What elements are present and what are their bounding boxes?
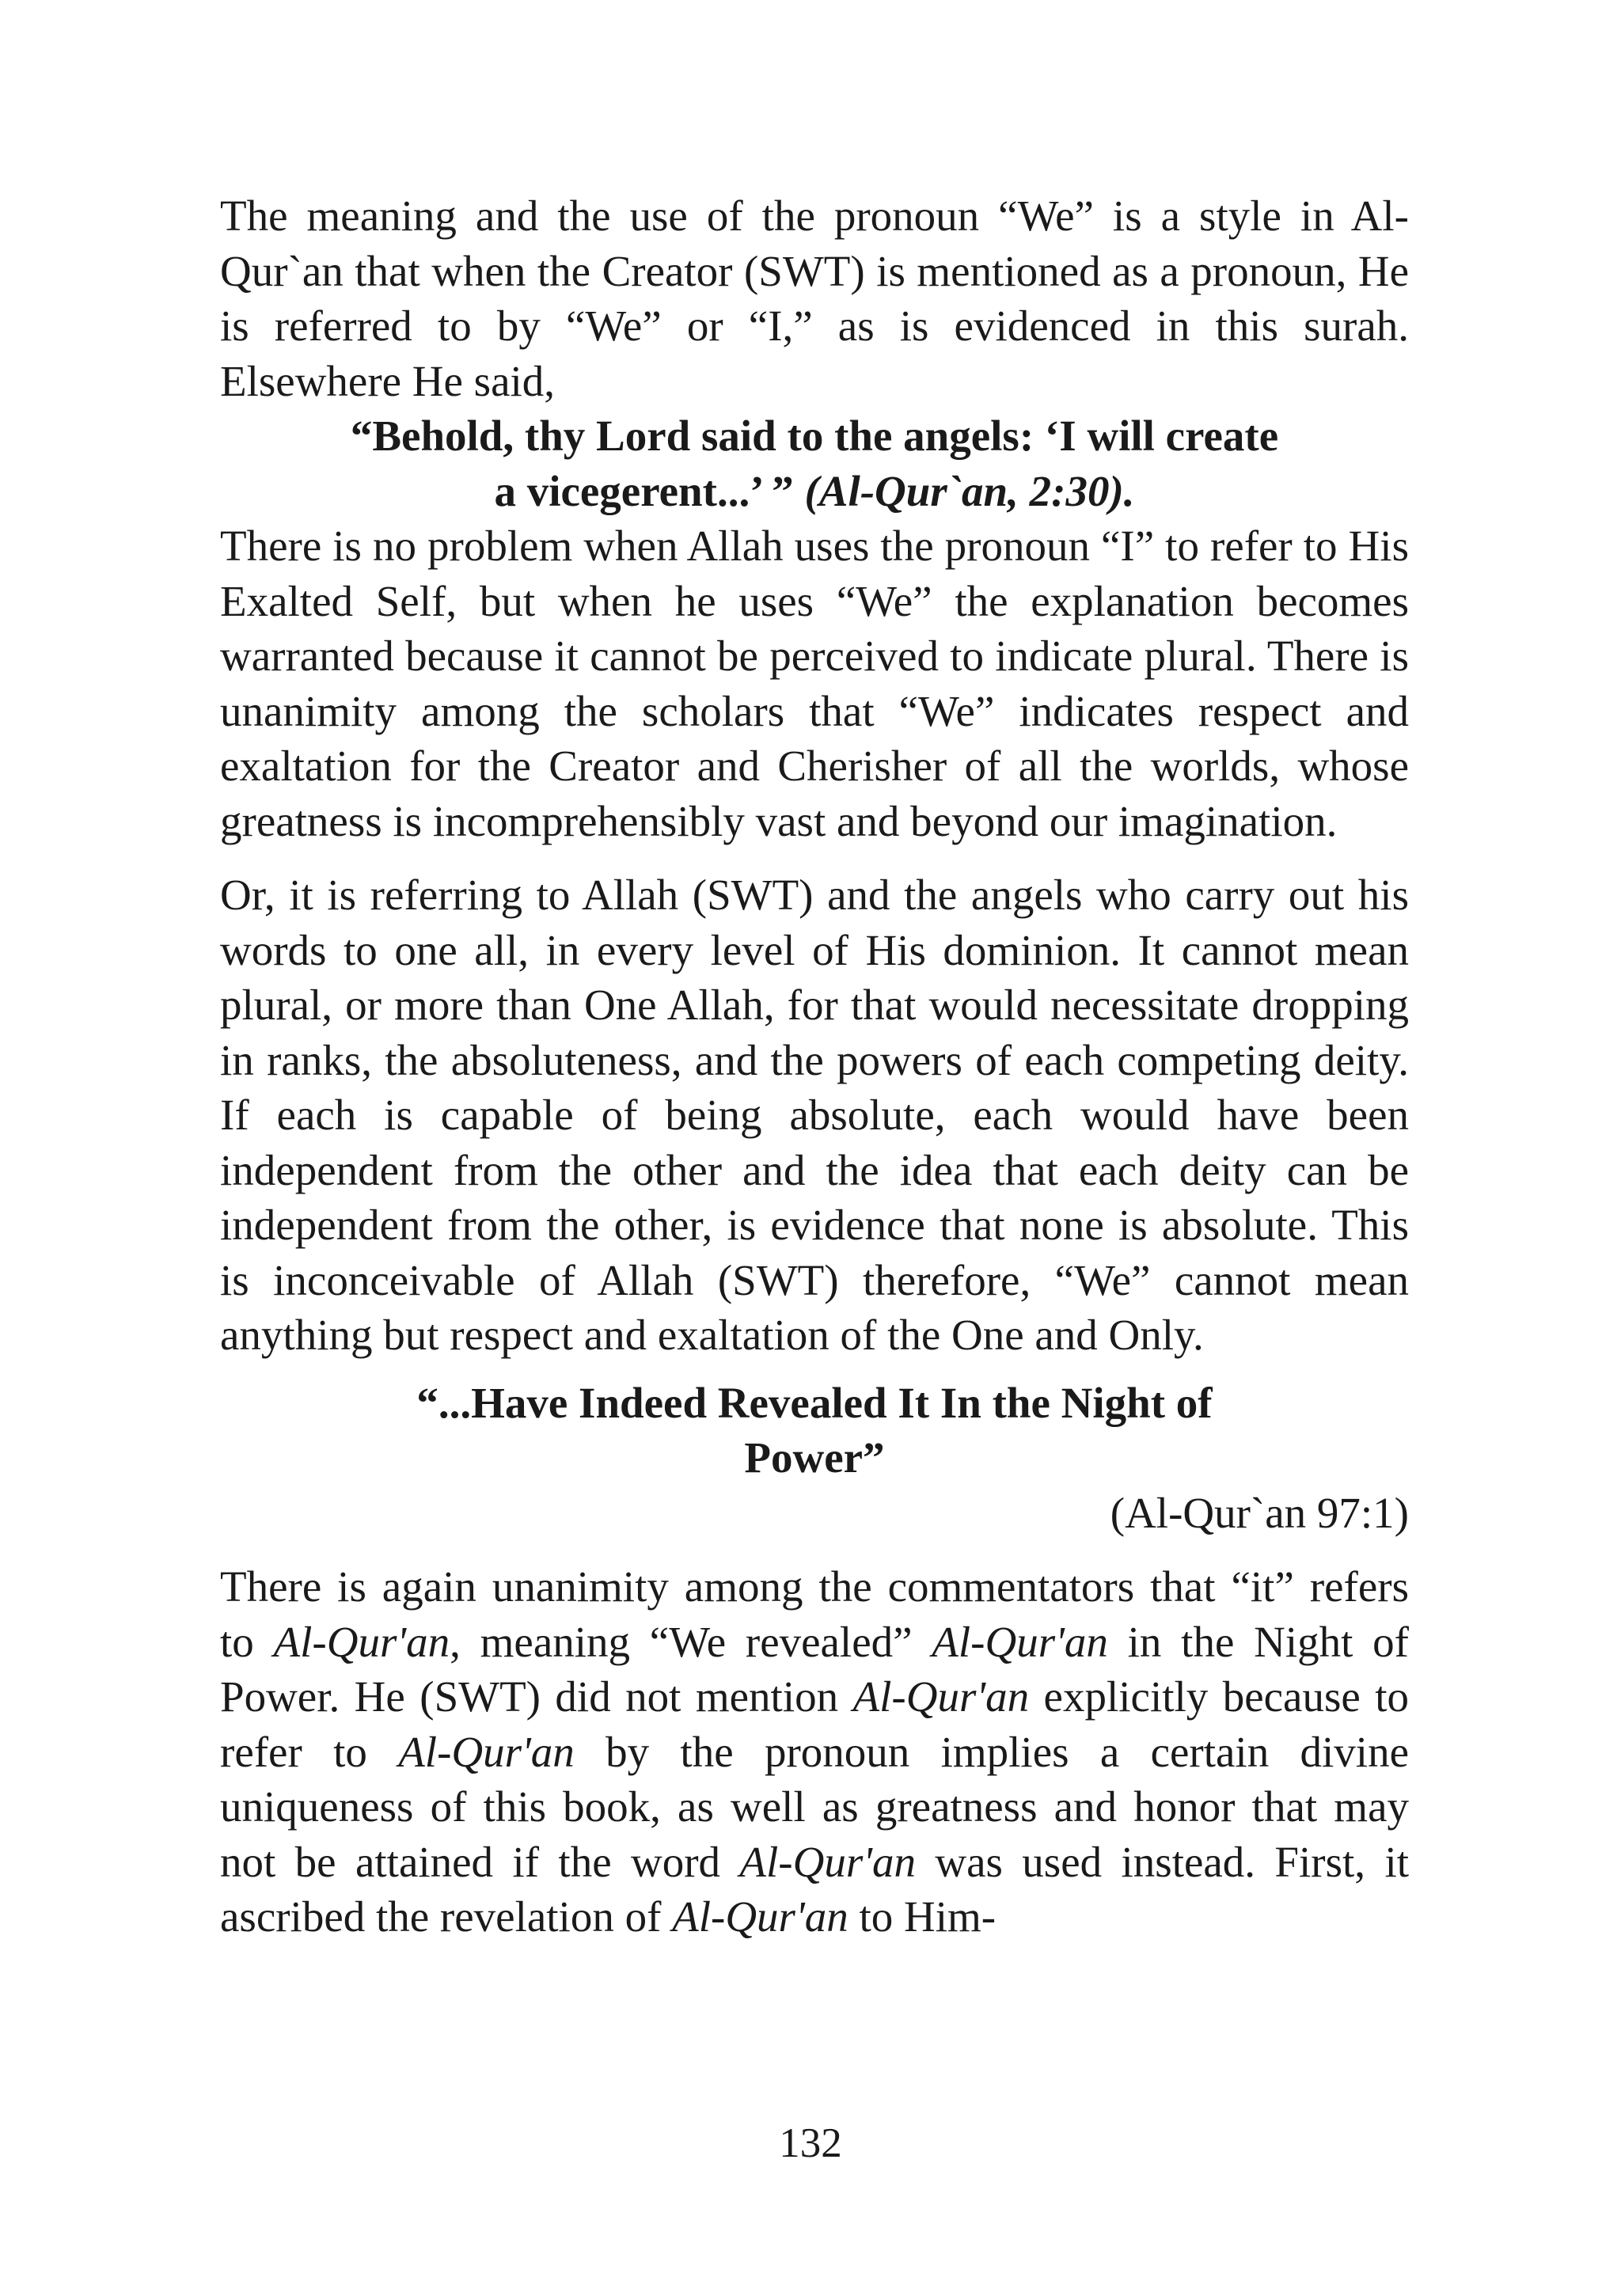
italic-title: Al-Qur'an (672, 1892, 848, 1941)
quote-behold-reference: (Al-Qur`an, 2:30). (804, 466, 1135, 515)
quote-night-of-power-reference: (Al-Qur`an 97:1) (1110, 1488, 1409, 1537)
text-run: in the Night of Power. He (SWT) did not mention (220, 1617, 1409, 1721)
text-run: by the pronoun implies a certain divine uniqueness of this book, as well as greatness and honor that may not be attained if the word (220, 1727, 1409, 1886)
paragraph-it-refers (220, 1559, 1409, 1945)
page-body (220, 188, 1409, 1945)
italic-title: Al-Qur'an (739, 1837, 916, 1886)
text-run: explicitly because to refer to (220, 1672, 1409, 1776)
quote-night-of-power: “...Have Indeed Revealed It In the Night of Power” (416, 1378, 1213, 1482)
paragraph-pronoun-we: The meaning and the use of the pronoun “We” is a style in Al-Qur`an that when the Creator (SWT) is mentioned as a pronoun, He is referred to by “We” or “I,” as is evidenced in this surah. Elsewhere He said, (220, 192, 1409, 405)
italic-title: Al-Qur'an (273, 1617, 450, 1666)
page-number: 132 (779, 2120, 842, 2166)
italic-title: Al-Qur'an (932, 1617, 1108, 1666)
text-run: to Him- (848, 1892, 997, 1941)
text-run: , meaning “We revealed” (450, 1617, 932, 1666)
text-run: was used instead. First, it ascribed the revelation of (220, 1837, 1410, 1941)
quote-behold-text: “Behold, thy Lord said to the angels: ‘I will create a vicegerent...’ ” (350, 412, 1279, 515)
quote-behold (347, 408, 1281, 518)
italic-title: Al-Qur'an (852, 1672, 1030, 1721)
paragraph-angels: Or, it is referring to Allah (SWT) and the angels who carry out his words to one all, in every level of His dominion. It cannot mean plural, or more than One Allah, for that would necessitate dropping in ranks, the absoluteness, and the powers of each competing deity. If each is capable of being absolute, each would have been independent from the other and the idea that each deity can be independent from the other, is evidence that none is absolute. This is inconceivable of Allah (SWT) therefore, “We” cannot mean anything but respect and exaltation of the One and Only. (220, 871, 1409, 1359)
paragraph-pronoun-i: There is no problem when Allah uses the pronoun “I” to refer to His Exalted Self, but when he uses “We” the explanation becomes warranted because it cannot be perceived to indicate plural. There is unanimity among the scholars that “We” indicates respect and exaltation for the Creator and Cherisher of all the worlds, whose greatness is incomprehensibly vast and beyond our imagination. (220, 522, 1409, 845)
italic-title: Al-Qur'an (398, 1727, 575, 1776)
text-run: There is again unanimity among the commentators that “it” refers to (220, 1562, 1409, 1666)
